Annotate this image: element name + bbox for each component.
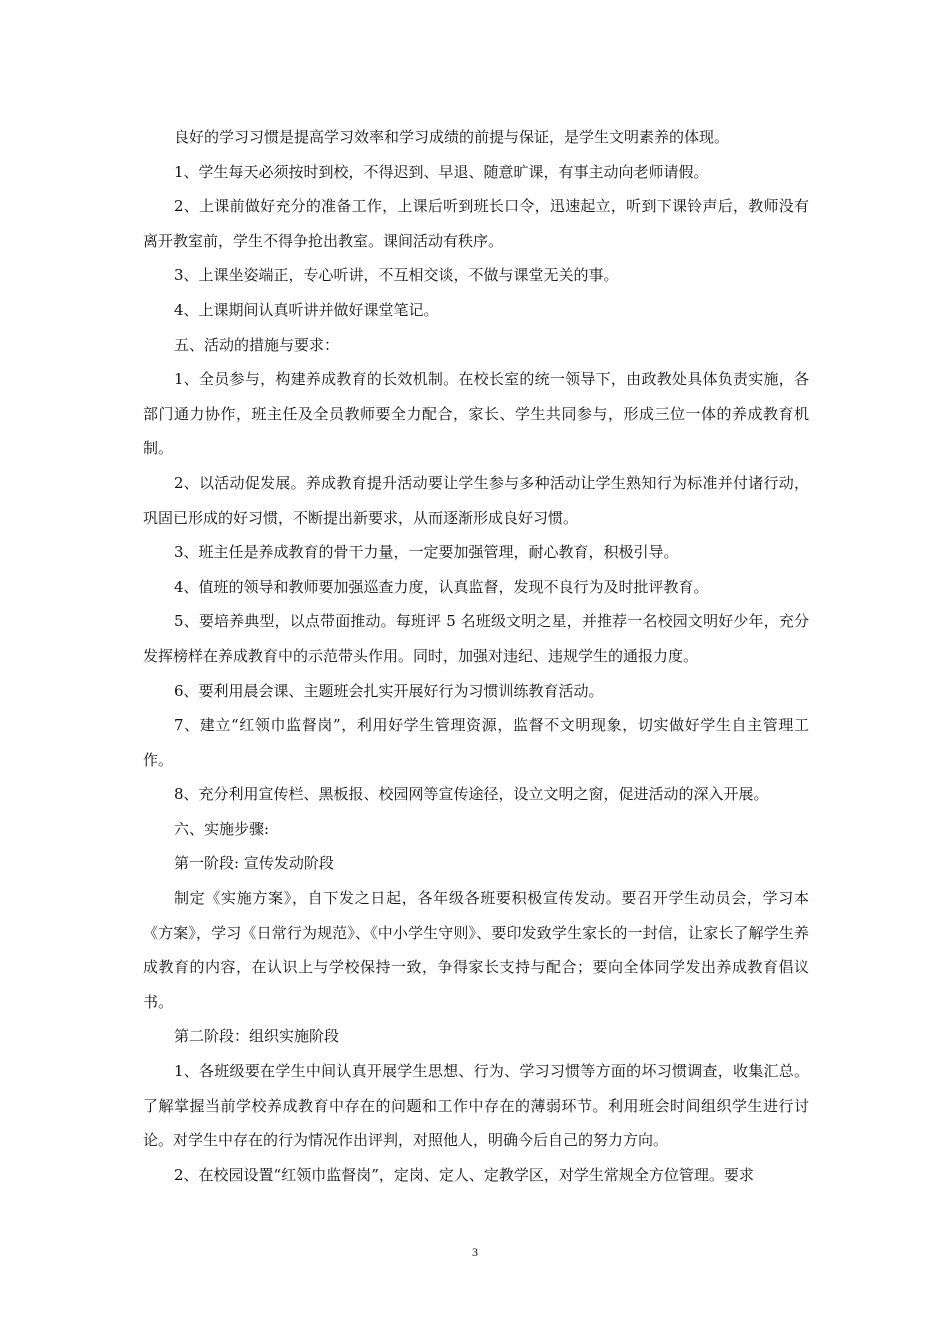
paragraph-phase-2-item-1: 1、各班级要在学生中间认真开展学生思想、行为、学习习惯等方面的坏习惯调查，收集汇总。了解掌握当前学校养成教育中存在的问题和工作中存在的薄弱环节。利用班会时间组织学生进行讨论。对学生中存在的行为情况作出评判，对照他人，明确今后自己的努力方向。 [143, 1062, 809, 1150]
paragraph-phase-2-item-2: 2、在校园设置“红领巾监督岗”，定岗、定人、定教学区，对学生常规全方位管理。要求 [174, 1165, 754, 1184]
paragraph-study-habits-intro: 良好的学习习惯是提高学习效率和学习成绩的前提与保证，是学生文明素养的体现。 [174, 128, 730, 146]
phase-heading-1: 第一阶段: 宣传发动阶段 [174, 854, 334, 873]
phase-heading-2: 第二阶段：组织实施阶段 [174, 1027, 340, 1046]
document-body [143, 120, 809, 1192]
paragraph-rule-3: 3、上课坐姿端正，专心听讲，不互相交谈，不做与课堂无关的事。 [174, 266, 619, 285]
paragraph-measure-4: 4、值班的领导和教师要加强巡查力度，认真监督，发现不良行为及时批评教育。 [174, 577, 709, 596]
paragraph-rule-2: 2、上课前做好充分的准备工作，上课后听到班长口令，迅速起立，听到下课铃声后，教师没有离开教室前，学生不得争抢出教室。课间活动有秩序。 [143, 197, 809, 250]
section-heading-steps: 六、实施步骤: [174, 819, 270, 838]
paragraph-measure-1: 1、全员参与，构建养成教育的长效机制。在校长室的统一领导下，由政教处具体负责实施，各部门通力协作，班主任及全员教师要全力配合，家长、学生共同参与，形成三位一体的养成教育机制。 [143, 370, 809, 458]
page-number: 3 [472, 1245, 478, 1259]
paragraph-measure-5: 5、要培养典型，以点带面推动。每班评 5 名班级文明之星，并推荐一名校园文明好少年，充分发挥榜样在养成教育中的示范带头作用。同时，加强对违纪、违规学生的通报力度。 [143, 612, 809, 665]
paragraph-measure-6: 6、要利用晨会课、主题班会扎实开展好行为习惯训练教育活动。 [174, 681, 604, 700]
paragraph-rule-4: 4、上课期间认真听讲并做好课堂笔记。 [174, 300, 439, 319]
paragraph-measure-8: 8、充分利用宣传栏、黑板报、校园网等宣传途径，设立文明之窗，促进活动的深入开展。 [174, 785, 769, 804]
paragraph-measure-3: 3、班主任是养成教育的骨干力量，一定要加强管理，耐心教育，积极引导。 [174, 543, 679, 562]
paragraph-measure-7: 7、建立“红领巾监督岗”，利用好学生管理资源，监督不文明现象，切实做好学生自主管理工作。 [143, 716, 809, 769]
section-heading-measures: 五、活动的措施与要求： [174, 335, 340, 354]
paragraph-phase-1: 制定《实施方案》，自下发之日起，各年级各班要积极宣传发动。要召开学生动员会，学习本《方案》，学习《日常行为规范》、《中小学生守则》、要印发致学生家长的一封信，让家长了解学生养成教育的内容，在认识上与学校保持一致，争得家长支持与配合；要向全体同学发出养成教育倡议书。 [143, 889, 809, 1011]
paragraph-rule-1: 1、学生每天必须按时到校，不得迟到、早退、随意旷课，有事主动向老师请假。 [174, 162, 709, 181]
paragraph-measure-2: 2、以活动促发展。养成教育提升活动要让学生参与多种活动让学生熟知行为标准并付诸行动，巩固已形成的好习惯，不断提出新要求，从而逐渐形成良好习惯。 [143, 473, 809, 527]
